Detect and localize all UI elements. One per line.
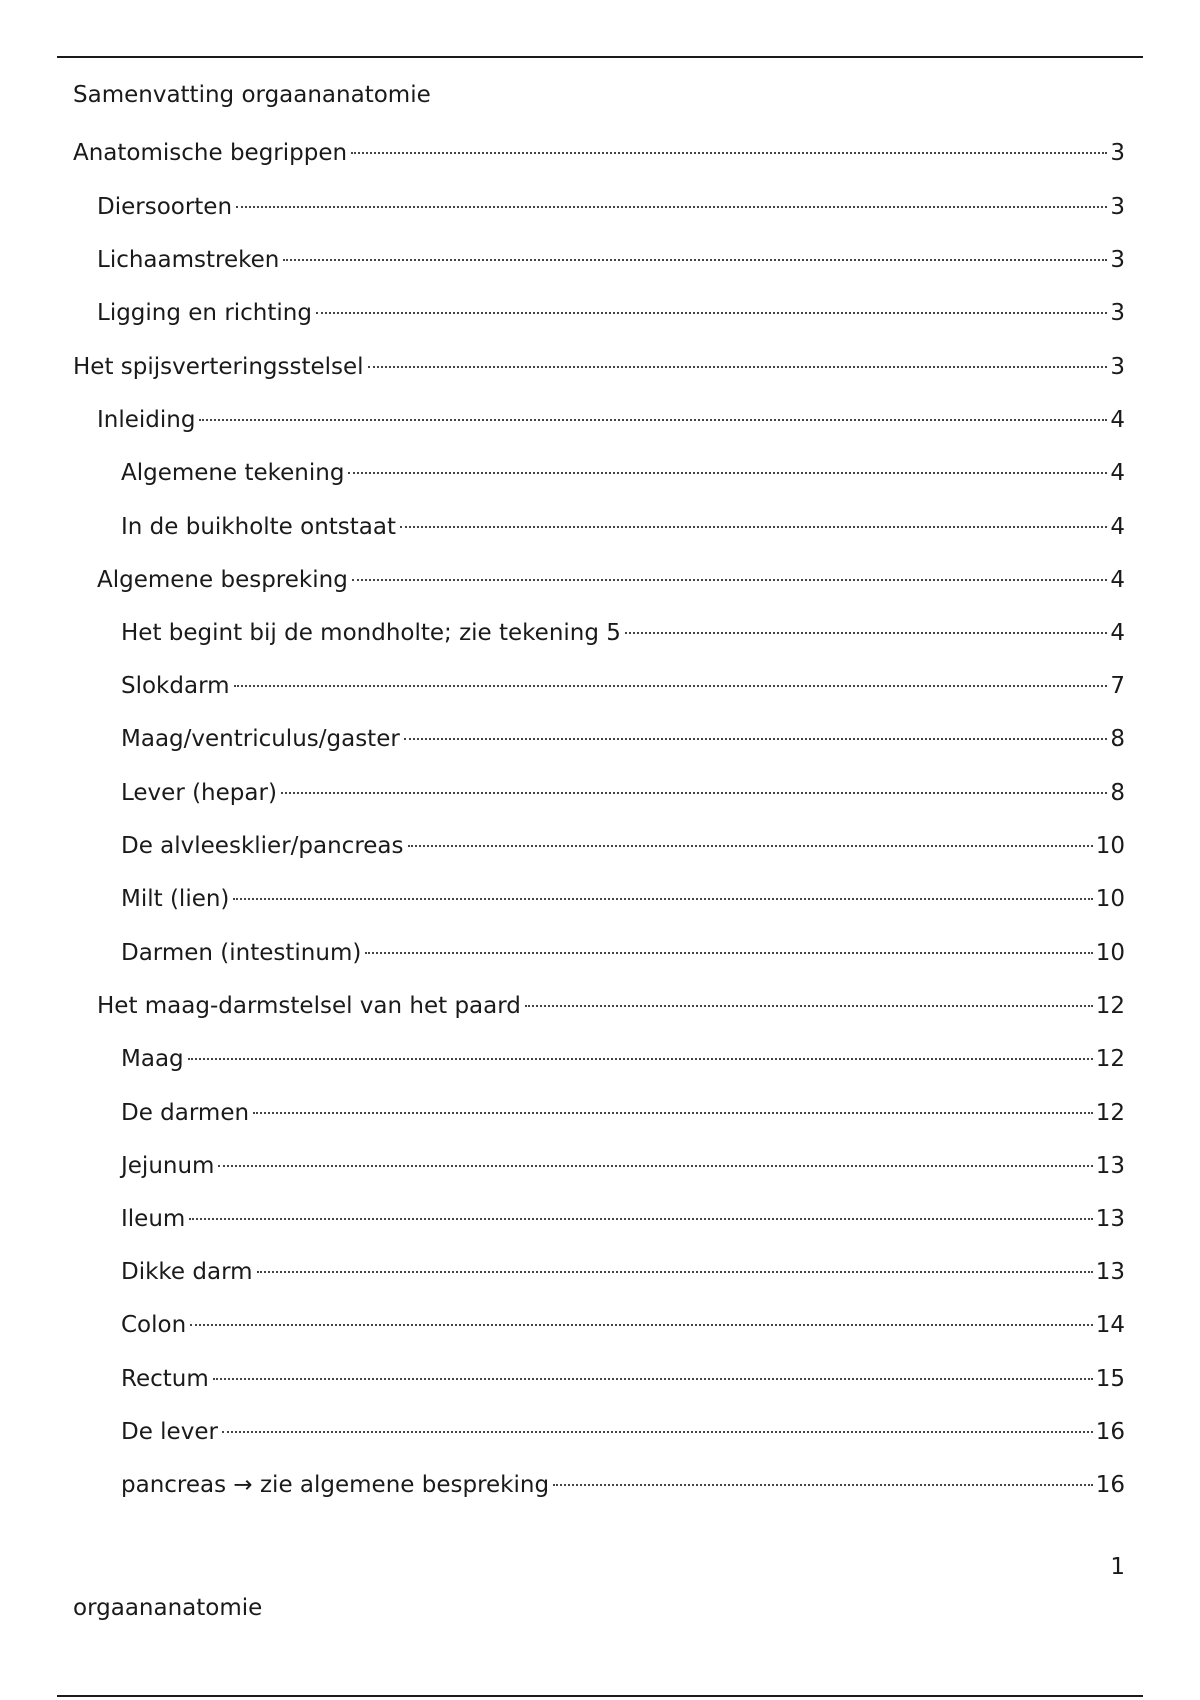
toc-entry-page: 13 bbox=[1095, 1259, 1125, 1285]
toc-entry-page: 10 bbox=[1095, 940, 1125, 966]
toc-entry-label: Ileum bbox=[121, 1206, 186, 1232]
toc-leader-dots bbox=[199, 419, 1107, 421]
toc-entry[interactable] bbox=[121, 937, 1125, 969]
header-rule bbox=[57, 56, 1143, 58]
toc-leader-dots bbox=[188, 1058, 1093, 1060]
toc-entry-page: 3 bbox=[1110, 354, 1125, 380]
toc-entry-page: 3 bbox=[1110, 247, 1125, 273]
footer-text: orgaananatomie bbox=[73, 1595, 263, 1621]
toc-entry-page: 3 bbox=[1110, 140, 1125, 166]
toc-entry[interactable] bbox=[97, 297, 1125, 329]
toc-entry[interactable] bbox=[121, 511, 1125, 543]
toc-entry[interactable] bbox=[121, 723, 1125, 755]
toc-leader-dots bbox=[253, 1112, 1093, 1114]
toc-entry-page: 10 bbox=[1095, 886, 1125, 912]
toc-leader-dots bbox=[365, 952, 1092, 954]
toc-leader-dots bbox=[352, 579, 1108, 581]
toc-entry-page: 3 bbox=[1110, 194, 1125, 220]
toc-entry-label: Het spijsverteringsstelsel bbox=[73, 354, 364, 380]
toc-leader-dots bbox=[283, 259, 1107, 261]
toc-entry[interactable] bbox=[121, 883, 1125, 915]
toc-leader-dots bbox=[525, 1005, 1093, 1007]
toc-entry-label: Colon bbox=[121, 1312, 187, 1338]
toc-entry-label: Milt (lien) bbox=[121, 886, 230, 912]
toc-entry-label: Slokdarm bbox=[121, 673, 230, 699]
toc-entry[interactable] bbox=[73, 351, 1125, 383]
toc-leader-dots bbox=[553, 1484, 1093, 1486]
toc-entry[interactable] bbox=[121, 1256, 1125, 1288]
toc-entry[interactable] bbox=[121, 1203, 1125, 1235]
toc-entry-page: 7 bbox=[1110, 673, 1125, 699]
toc-entry-page: 4 bbox=[1110, 567, 1125, 593]
toc-leader-dots bbox=[234, 685, 1108, 687]
toc-entry-page: 4 bbox=[1110, 460, 1125, 486]
toc-leader-dots bbox=[316, 312, 1107, 314]
toc-entry-page: 4 bbox=[1110, 514, 1125, 540]
toc-entry[interactable] bbox=[97, 990, 1125, 1022]
toc-entry-page: 15 bbox=[1095, 1366, 1125, 1392]
toc-entry-page: 3 bbox=[1110, 300, 1125, 326]
toc-leader-dots bbox=[190, 1324, 1093, 1326]
toc-leader-dots bbox=[236, 206, 1107, 208]
toc-entry-label: In de buikholte ontstaat bbox=[121, 514, 397, 540]
toc-leader-dots bbox=[348, 472, 1107, 474]
toc-entry-label: Anatomische begrippen bbox=[73, 140, 348, 166]
toc-entry-label: Dikke darm bbox=[121, 1259, 253, 1285]
toc-leader-dots bbox=[404, 738, 1108, 740]
toc-entry-label: De lever bbox=[121, 1419, 218, 1445]
toc-leader-dots bbox=[233, 898, 1092, 900]
toc-entry-page: 13 bbox=[1095, 1206, 1125, 1232]
toc-leader-dots bbox=[281, 792, 1107, 794]
toc-entry-label: Maag/ventriculus/gaster bbox=[121, 726, 400, 752]
toc-entry[interactable] bbox=[121, 1469, 1125, 1501]
toc-entry[interactable] bbox=[121, 1416, 1125, 1448]
toc-entry-label: Rectum bbox=[121, 1366, 209, 1392]
toc-entry-page: 16 bbox=[1095, 1419, 1125, 1445]
toc-entry[interactable] bbox=[97, 191, 1125, 223]
toc-entry[interactable] bbox=[121, 670, 1125, 702]
toc-entry[interactable] bbox=[121, 1309, 1125, 1341]
toc-entry-label: Diersoorten bbox=[97, 194, 233, 220]
toc-entry[interactable] bbox=[73, 137, 1125, 169]
toc-entry-label: De alvleesklier/pancreas bbox=[121, 833, 404, 859]
toc-entry[interactable] bbox=[121, 1097, 1125, 1129]
toc-entry[interactable] bbox=[121, 617, 1125, 649]
toc-entry-label: Maag bbox=[121, 1046, 184, 1072]
toc-entry-page: 8 bbox=[1110, 780, 1125, 806]
toc-leader-dots bbox=[189, 1218, 1092, 1220]
toc-entry-page: 12 bbox=[1095, 1100, 1125, 1126]
toc-entry-label: Jejunum bbox=[121, 1153, 215, 1179]
toc-entry-page: 8 bbox=[1110, 726, 1125, 752]
toc-entry[interactable] bbox=[97, 244, 1125, 276]
toc-entry[interactable] bbox=[121, 1363, 1125, 1395]
toc-leader-dots bbox=[368, 366, 1108, 368]
toc-entry-label: Algemene tekening bbox=[121, 460, 345, 486]
toc-leader-dots bbox=[625, 632, 1107, 634]
toc-entry-label: Darmen (intestinum) bbox=[121, 940, 362, 966]
toc-entry[interactable] bbox=[121, 1043, 1125, 1075]
toc-leader-dots bbox=[257, 1271, 1093, 1273]
page-number: 1 bbox=[1110, 1554, 1125, 1580]
toc-entry[interactable] bbox=[97, 404, 1125, 436]
toc-entry-page: 13 bbox=[1095, 1153, 1125, 1179]
toc-entry-page: 10 bbox=[1095, 833, 1125, 859]
toc-entry-label: Algemene bespreking bbox=[97, 567, 348, 593]
toc-entry-label: Inleiding bbox=[97, 407, 196, 433]
toc-entry-label: Lever (hepar) bbox=[121, 780, 277, 806]
footer-rule bbox=[57, 1695, 1143, 1697]
toc-leader-dots bbox=[408, 845, 1093, 847]
toc-entry-label: pancreas → zie algemene bespreking bbox=[121, 1472, 550, 1498]
toc-leader-dots bbox=[351, 152, 1107, 154]
toc-entry-label: Het maag-darmstelsel van het paard bbox=[97, 993, 521, 1019]
toc-entry-label: De darmen bbox=[121, 1100, 250, 1126]
toc-entry[interactable] bbox=[97, 564, 1125, 596]
toc-entry-page: 14 bbox=[1095, 1312, 1125, 1338]
toc-entry-label: Het begint bij de mondholte; zie tekening 5 bbox=[121, 620, 621, 646]
toc-leader-dots bbox=[400, 526, 1107, 528]
toc-entry[interactable] bbox=[121, 1150, 1125, 1182]
toc-entry-label: Ligging en richting bbox=[97, 300, 312, 326]
toc-entry[interactable] bbox=[121, 457, 1125, 489]
toc-leader-dots bbox=[213, 1378, 1093, 1380]
toc-entry-page: 12 bbox=[1095, 993, 1125, 1019]
toc-entry-label: Lichaamstreken bbox=[97, 247, 280, 273]
toc-leader-dots bbox=[222, 1431, 1093, 1433]
toc-entry-page: 4 bbox=[1110, 620, 1125, 646]
document-title: Samenvatting orgaananatomie bbox=[73, 82, 431, 108]
toc-entry[interactable] bbox=[121, 777, 1125, 809]
toc-entry-page: 4 bbox=[1110, 407, 1125, 433]
toc-entry-page: 16 bbox=[1095, 1472, 1125, 1498]
toc-entry[interactable] bbox=[121, 830, 1125, 862]
toc-leader-dots bbox=[218, 1165, 1092, 1167]
toc-entry-page: 12 bbox=[1095, 1046, 1125, 1072]
